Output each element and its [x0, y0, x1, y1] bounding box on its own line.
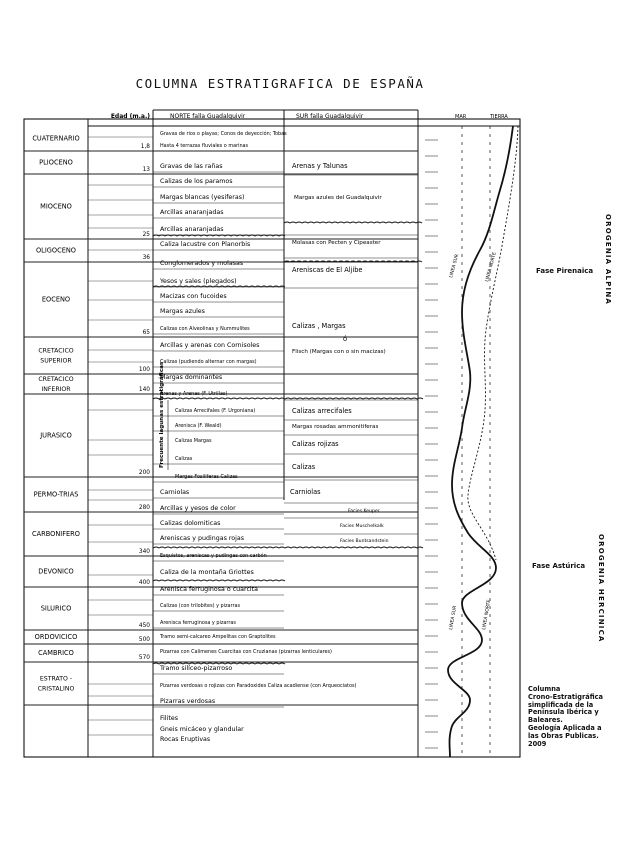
north-unit-label: Yesos y sales (plegados) [160, 278, 237, 285]
north-unit-label: Margas blancas (yesiferas) [160, 194, 245, 201]
south-unit-label: Calizas [292, 463, 316, 471]
curve-label: LINEA SUR [449, 253, 461, 279]
north-unit-label: Gravas de rios o playas; Conos de deyección; Tobas [160, 131, 287, 137]
north-unit-label: Calizas (con trilobites) y pizarras [160, 603, 241, 609]
north-unit-label: Calizas [175, 456, 193, 462]
age-label: 13 [142, 167, 150, 173]
caption-line: 2009 [528, 739, 547, 748]
north-unit-label: Pizarras verdosas [160, 698, 216, 705]
north-line-curve [468, 126, 518, 560]
north-unit-label: Arcillas anaranjadas [160, 209, 224, 216]
south-unit-label: Molasas con Pecten y Cipeaster [292, 240, 381, 246]
north-unit-label: Calizas de los paramos [160, 178, 233, 185]
caption-line: Geología Aplicada a [528, 723, 602, 732]
period-label: SILURICO [40, 604, 72, 613]
caption-line: simplificada de la [528, 700, 594, 709]
south-unit-label: Arenas y Talunas [292, 162, 348, 170]
period-label: MIOCENO [40, 202, 72, 211]
lagoon-vertical-note: Frecuente lagunas estratigráficas [159, 361, 165, 468]
north-unit-label: Pizarras con Calimenes Cuarcitas con Cruzianas (pizarras lenticulares) [160, 649, 332, 655]
south-unit-label: Carniolas [290, 488, 321, 496]
north-unit-label: Calizas Arrecifales (F. Urgoniana) [175, 408, 256, 414]
age-label: 1,8 [140, 144, 150, 150]
period-label: ORDOVICICO [34, 633, 78, 641]
age-label: 36 [142, 255, 150, 261]
sea-header: MAR [455, 114, 467, 120]
unconformity-line [153, 398, 423, 399]
hercynian-orogeny-label: OROGENIA HERCINICA [597, 534, 605, 643]
south-unit-label: Margas rosadas ammonitiferas [292, 424, 379, 430]
land-header: TIERRA [490, 114, 508, 120]
period-label: JURASICO [40, 431, 72, 440]
alpine-orogeny-label: OROGENIA ALPINA [604, 214, 612, 306]
table-frame [24, 110, 520, 757]
unconformity-line [153, 580, 285, 581]
age-label: 280 [138, 505, 150, 511]
caption-line: Crono-Estratigráfica [528, 692, 603, 701]
caption-line: las Obras Publicas. [528, 731, 599, 740]
hercynian-phase-label: Fase Astúrica [532, 562, 586, 570]
caption-line: Baleares. [528, 716, 563, 725]
south-unit-label: Facies Buntsandstein [340, 539, 389, 544]
period-label: DEVONICO [38, 567, 74, 576]
curve-label: LINEA NORTE [482, 599, 493, 631]
age-label: 570 [138, 655, 150, 661]
period-label: CAMBRICO [38, 649, 74, 657]
south-units-column [290, 162, 389, 544]
period-label: SUPERIOR [40, 357, 72, 365]
south-unit-label: Calizas rojizas [292, 440, 339, 448]
period-label: EOCENO [41, 295, 71, 304]
south-unit-label: Areniscas de El Aljibe [292, 266, 363, 274]
south-line-curve [448, 126, 513, 757]
age-label: 65 [142, 330, 150, 336]
age-label: 450 [138, 623, 150, 629]
north-unit-label: Margas dominantes [160, 374, 223, 381]
alpine-phase-label: Fase Pirenaica [536, 267, 594, 275]
south-unit-label: Flisch (Margas con o sin macizas) [292, 349, 386, 355]
north-header: NORTE falla Guadalquivir [170, 113, 246, 120]
figure-caption [528, 686, 632, 748]
period-label: CRETACICO [38, 347, 74, 355]
period-label: INFERIOR [41, 386, 71, 393]
period-label: CUATERNARIO [32, 134, 80, 143]
period-label: CRETACICO [38, 376, 74, 383]
north-unit-label: Margas azules [160, 308, 205, 315]
north-unit-label: Calizas Margas [175, 438, 212, 444]
unconformity-line [153, 663, 285, 664]
north-unit-label: Calizas con Alveolinas y Nummulites [160, 326, 250, 332]
north-unit-label: Calizas (pudiendo alternar con margas) [160, 359, 257, 365]
north-unit-label: Arenisca ferruginosa y pizarras [160, 620, 236, 626]
south-header: SUR falla Guadalquivir [296, 113, 364, 120]
period-label: PERMO-TRIAS [33, 490, 79, 499]
north-unit-label: Arenisca (F. Weald) [175, 423, 222, 429]
period-label: OLIGOCENO [35, 246, 77, 255]
north-unit-label: Caliza de la montaña Griottes [160, 569, 254, 576]
north-unit-label: Macizas con fucoides [160, 293, 227, 300]
north-unit-label: Gneis micáceo y glandular [160, 726, 244, 733]
curve-labels [448, 251, 498, 630]
north-unit-label: Pizarras verdosas o rojizas con Paradoxides Caliza acadiense (con Arqueociatos) [160, 683, 357, 689]
north-unit-label: Gravas de las rañas [160, 163, 223, 170]
north-unit-label: Filites [160, 715, 179, 722]
age-label: 400 [138, 580, 150, 586]
age-label: 500 [138, 637, 150, 643]
north-unit-label: Carniolas [160, 489, 190, 496]
unconformity-line [284, 222, 422, 223]
curve-label: LINEA NORTE [485, 251, 498, 283]
unconformity-line [153, 547, 423, 548]
caption-line: Columna [528, 685, 561, 693]
sea-level-curves [425, 126, 518, 757]
period-label: CARBONIFERO [32, 530, 80, 538]
north-units-column [159, 130, 357, 743]
age-label: 140 [138, 387, 150, 393]
north-unit-label: Caliza lacustre con Planorbis [160, 241, 251, 248]
age-column [139, 144, 150, 661]
south-unit-label: Calizas , Margas [292, 322, 346, 330]
north-unit-label: Tramo semi-calcareo Ampelitas con Graptolites [160, 634, 276, 640]
north-unit-label: Arcillas anaranjadas [160, 226, 224, 233]
north-unit-label: Arcillas y yesos de color [160, 505, 236, 512]
age-label: 340 [138, 549, 150, 555]
period-label: CRISTALINO [37, 685, 75, 693]
period-label: ESTRATO - [39, 675, 73, 683]
age-label: 100 [138, 367, 150, 373]
north-unit-label: Calizas dolomiticas [160, 520, 221, 527]
north-unit-label: Areniscas y pudingas rojas [160, 535, 245, 542]
north-unit-label: Esquistos, areniscas y pudingas con carbón [160, 553, 267, 559]
north-unit-label: Conglomerados y molasas [160, 260, 244, 267]
age-header: Edad (m.a.) [110, 113, 150, 120]
north-unit-label: Arcillas y arenas con Cornisoles [160, 342, 260, 349]
north-unit-label: Tramo silíceo-pizarroso [160, 665, 233, 672]
period-label: PLIOCENO [39, 158, 73, 167]
south-unit-label: Facies Muschelkalk [340, 524, 384, 529]
age-label: 200 [138, 470, 150, 476]
north-unit-label: Arenas y Arenas (F. Utrillas) [160, 391, 228, 397]
south-unit-label: Calizas arrecifales [292, 407, 352, 415]
north-unit-label: Rocas Eruptivas [160, 736, 211, 743]
north-unit-label: Margas Fosiliferas Calizas [175, 474, 238, 480]
south-unit-label: ó [343, 335, 348, 343]
age-label: 25 [142, 232, 150, 238]
period-column [32, 135, 80, 693]
north-unit-label: Hasta 4 terrazas fluviales o marinas [160, 143, 249, 149]
curve-label: LINEA SUR [449, 605, 459, 631]
caption-line: Península Ibérica y [528, 708, 599, 717]
page-title: COLUMNA ESTRATIGRAFICA DE ESPAÑA [135, 76, 425, 91]
south-unit-label: Margas azules del Guadalquivir [294, 195, 382, 201]
south-unit-label: Facies Keuper [348, 509, 380, 514]
north-unit-label: Arenisca ferruginosa o cuarcita [160, 586, 259, 593]
